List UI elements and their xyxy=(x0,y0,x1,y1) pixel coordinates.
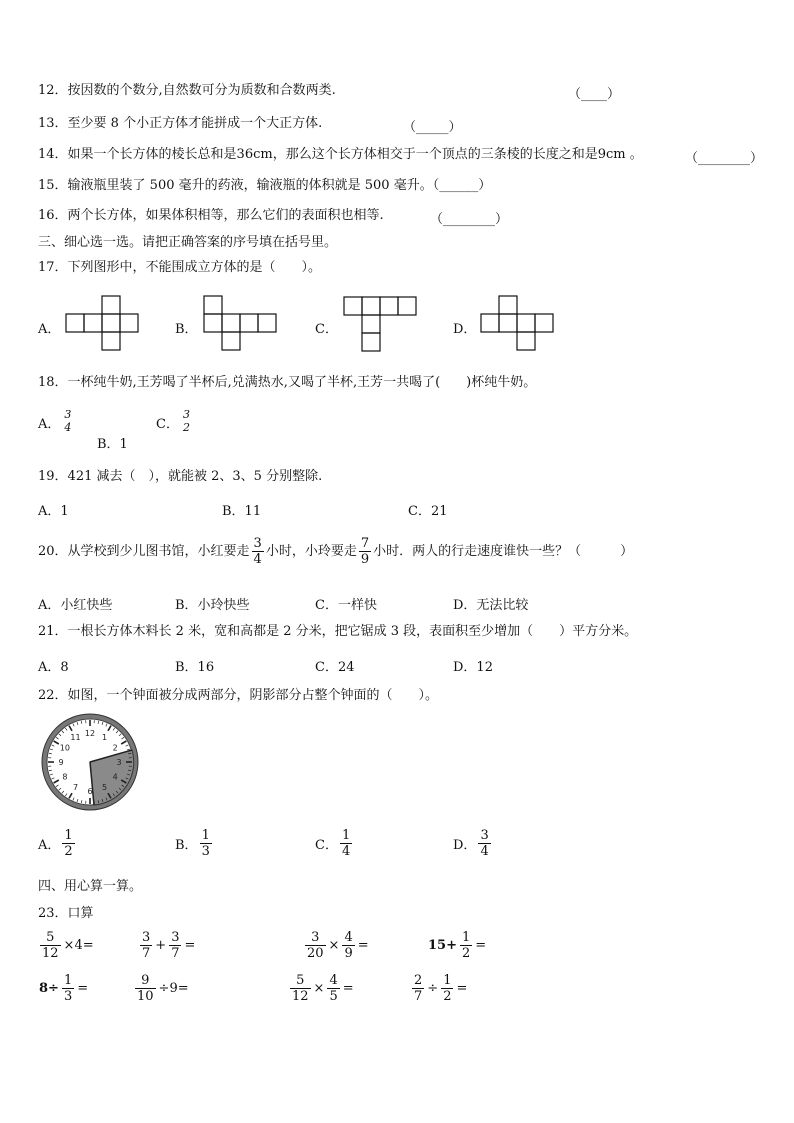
q22-option-fraction xyxy=(62,828,74,859)
calc-fraction xyxy=(412,973,424,1004)
calc-fraction xyxy=(460,930,472,961)
fraction-denominator: 7 xyxy=(414,989,423,1004)
q22-option-fraction xyxy=(478,828,490,859)
clock-number: 7 xyxy=(72,783,79,793)
calc-prefix: 8÷ xyxy=(39,981,59,996)
fraction-numerator: 4 xyxy=(344,930,353,945)
fraction-numerator: 1 xyxy=(64,828,73,843)
fraction-denominator: 7 xyxy=(171,946,180,961)
calc-equals: = xyxy=(184,938,196,953)
fraction-denominator: 4 xyxy=(480,844,489,859)
q20-option-a[interactable]: A．小红快些 xyxy=(38,598,113,613)
question-16-text: 16．两个长方体，如果体积相等，那么它们的表面积也相等. xyxy=(38,208,384,223)
fraction-denominator: 2 xyxy=(461,946,471,961)
q18-option-c[interactable] xyxy=(156,408,194,434)
fraction-denominator: 9 xyxy=(360,552,370,567)
calc-fraction xyxy=(62,973,74,1004)
fraction-numerator: 3 xyxy=(182,408,190,421)
q17-option-b-net xyxy=(204,296,280,354)
question-14-text: 14．如果一个长方体的棱长总和是36cm，那么这个长方体相交于一个顶点的三条棱的长度之和是9cm 。 xyxy=(38,147,643,162)
calc-fraction xyxy=(169,930,181,961)
question-19: 19．421 减去（ ），就能被 2、3、5 分别整除. xyxy=(38,469,323,484)
q17-option-d-label[interactable]: D． xyxy=(453,322,477,337)
question-14-answer-blank[interactable]: （________） xyxy=(685,151,764,166)
q22-option-d[interactable] xyxy=(453,828,493,859)
calc-item-2 xyxy=(138,930,196,961)
question-17: 17．下列图形中，不能围成立方体的是（ ）。 xyxy=(38,260,322,275)
fraction-denominator: 2 xyxy=(64,844,73,859)
q22-option-fraction xyxy=(200,828,212,859)
calc-item-1 xyxy=(38,930,95,961)
clock-number: 11 xyxy=(70,732,81,742)
calc-fraction xyxy=(290,973,311,1004)
question-12 xyxy=(38,83,336,99)
fraction-numerator: 5 xyxy=(46,930,55,945)
question-13-text: 13．至少要 8 个小正方体才能拼成一个大正方体. xyxy=(38,116,323,131)
fraction-denominator: 2 xyxy=(443,989,452,1004)
q18-option-a-fraction xyxy=(62,408,73,434)
fraction-denominator: 4 xyxy=(341,844,351,859)
q18-option-c-fraction xyxy=(181,408,192,434)
calc-equals: = xyxy=(342,981,354,996)
q21-option-b[interactable]: B．16 xyxy=(175,660,215,675)
fraction-denominator: 12 xyxy=(42,946,59,961)
q19-option-b[interactable]: B．11 xyxy=(222,504,262,519)
q17-option-a-net xyxy=(66,296,142,354)
q22-option-b[interactable] xyxy=(175,828,214,859)
fraction-denominator: 4 xyxy=(64,421,72,434)
q22-option-fraction xyxy=(340,828,352,859)
q20-option-b[interactable]: B．小玲快些 xyxy=(175,598,250,613)
q17-option-d-net xyxy=(481,296,557,354)
calc-fraction xyxy=(441,973,453,1004)
q21-option-d[interactable]: D．12 xyxy=(453,660,493,675)
question-16 xyxy=(38,208,384,224)
clock-number: 10 xyxy=(59,743,70,753)
question-14 xyxy=(38,147,643,163)
q21-option-a[interactable]: A．8 xyxy=(38,660,69,675)
question-18: 18．一杯纯牛奶,王芳喝了半杯后,兑满热水,又喝了半杯,王芳一共喝了( )杯纯牛奶。 xyxy=(38,375,537,390)
fraction-numerator: 3 xyxy=(64,408,72,421)
section-4-heading: 四、用心算一算。 xyxy=(38,879,143,894)
question-15 xyxy=(38,178,491,194)
calc-operator: ÷ xyxy=(427,981,439,996)
clock-number: 1 xyxy=(101,732,108,742)
q22-option-label: D． xyxy=(453,838,477,853)
calc-item-7 xyxy=(288,973,355,1004)
clock-number: 8 xyxy=(62,772,68,782)
fraction-numerator: 3 xyxy=(171,930,180,945)
q19-option-c[interactable]: C．21 xyxy=(408,504,448,519)
fraction-denominator: 3 xyxy=(201,844,210,859)
q17-option-c-net xyxy=(344,297,420,355)
fraction-denominator: 20 xyxy=(307,946,324,961)
fraction-denominator: 12 xyxy=(292,989,309,1004)
fraction-denominator: 3 xyxy=(63,989,73,1004)
calc-fraction xyxy=(327,973,339,1004)
question-22: 22．如图，一个钟面被分成两部分，阴影部分占整个钟面的（ ）。 xyxy=(38,688,439,703)
q22-option-c[interactable] xyxy=(315,828,354,859)
fraction-denominator: 2 xyxy=(182,421,190,434)
fraction-numerator: 3 xyxy=(311,930,320,945)
calc-equals: = xyxy=(475,938,487,953)
question-21: 21．一根长方体木料长 2 米，宽和高都是 2 分米，把它锯成 3 段，表面积至少增加（ ）平方分米。 xyxy=(38,624,638,639)
question-20 xyxy=(38,536,633,567)
q20-option-d[interactable]: D．无法比较 xyxy=(453,598,529,613)
q22-option-label: B． xyxy=(175,838,198,853)
calc-operator: + xyxy=(155,938,167,953)
clock-number: 9 xyxy=(58,758,64,767)
fraction-denominator: 9 xyxy=(344,946,353,961)
calc-equals: = xyxy=(456,981,468,996)
fraction-numerator: 1 xyxy=(341,828,351,843)
calc-fraction xyxy=(140,930,152,961)
clock-number: 12 xyxy=(84,729,96,738)
fraction-denominator: 5 xyxy=(329,989,338,1004)
calc-fraction xyxy=(305,930,326,961)
fraction-numerator: 1 xyxy=(461,930,471,945)
clock-number: 6 xyxy=(87,787,93,796)
fraction-numerator: 1 xyxy=(63,973,73,988)
fraction-numerator: 3 xyxy=(142,930,151,945)
fraction-numerator: 3 xyxy=(480,828,489,843)
calc-item-8 xyxy=(410,973,468,1004)
calc-equals: = xyxy=(77,981,89,996)
fraction-denominator: 10 xyxy=(137,989,154,1004)
calc-item-5 xyxy=(38,973,89,1004)
calc-item-4 xyxy=(427,930,487,961)
question-20-fraction-2 xyxy=(359,536,371,567)
question-13-answer-blank[interactable]: （_____） xyxy=(403,120,462,135)
clock-number: 2 xyxy=(112,743,118,753)
fraction-numerator: 1 xyxy=(201,828,210,843)
q22-option-label: C． xyxy=(315,838,338,853)
section-3-heading: 三、细心选一选。请把正确答案的序号填在括号里。 xyxy=(38,235,338,250)
fraction-numerator: 4 xyxy=(329,973,338,988)
fraction-numerator: 7 xyxy=(360,536,370,551)
question-23-title: 23．口算 xyxy=(38,906,94,921)
q22-option-label: A． xyxy=(38,838,61,853)
calc-item-3 xyxy=(303,930,370,961)
calc-operator: ×4= xyxy=(63,938,94,953)
q17-option-c-label[interactable]: C． xyxy=(315,322,338,337)
calc-fraction xyxy=(342,930,354,961)
calc-operator: × xyxy=(328,938,340,953)
clock-number: 3 xyxy=(116,758,122,767)
fraction-numerator: 5 xyxy=(296,973,305,988)
q18-option-a-label: A． xyxy=(38,417,61,432)
fraction-numerator: 9 xyxy=(141,973,150,988)
question-16-answer-blank[interactable]: （________） xyxy=(430,212,509,227)
q17-option-b-label[interactable]: B． xyxy=(175,322,198,337)
clock-number: 5 xyxy=(101,783,108,793)
calc-item-6 xyxy=(133,973,190,1004)
clock-face-figure xyxy=(40,712,140,812)
question-13 xyxy=(38,116,322,132)
calc-fraction xyxy=(135,973,156,1004)
q19-option-a[interactable]: A．1 xyxy=(38,504,69,519)
question-15-text: 15．输液瓶里装了 500 毫升的药液，输液瓶的体积就是 500 毫升。（______） xyxy=(38,178,492,193)
question-12-answer-blank[interactable]: （____） xyxy=(568,87,621,102)
calc-fraction xyxy=(40,930,61,961)
question-20-text-mid: 小时，小玲要走 xyxy=(265,543,357,559)
calc-operator: × xyxy=(313,981,325,996)
calc-equals: = xyxy=(357,938,369,953)
fraction-denominator: 4 xyxy=(253,552,262,567)
q18-option-b[interactable]: B．1 xyxy=(97,437,128,452)
q22-option-a[interactable] xyxy=(38,828,77,859)
question-12-text: 12．按因数的个数分,自然数可分为质数和合数两类. xyxy=(38,83,336,98)
question-20-text-pre: 20．从学校到少儿图书馆，小红要走 xyxy=(38,543,250,559)
question-20-fraction-1 xyxy=(252,536,264,567)
fraction-denominator: 7 xyxy=(142,946,151,961)
fraction-numerator: 2 xyxy=(414,973,423,988)
q20-option-c[interactable]: C．一样快 xyxy=(315,598,377,613)
calc-prefix: 15+ xyxy=(428,938,457,953)
fraction-numerator: 3 xyxy=(253,536,262,551)
q17-option-a-label[interactable]: A． xyxy=(38,322,61,337)
calc-operator: ÷9= xyxy=(158,981,189,996)
q18-option-c-label: C． xyxy=(156,417,179,432)
question-20-text-post: 小时．两人的行走速度谁快一些？（ ） xyxy=(373,543,634,559)
fraction-numerator: 1 xyxy=(443,973,452,988)
clock-number: 4 xyxy=(112,772,118,782)
q21-option-c[interactable]: C．24 xyxy=(315,660,355,675)
q18-option-a[interactable] xyxy=(38,408,75,434)
